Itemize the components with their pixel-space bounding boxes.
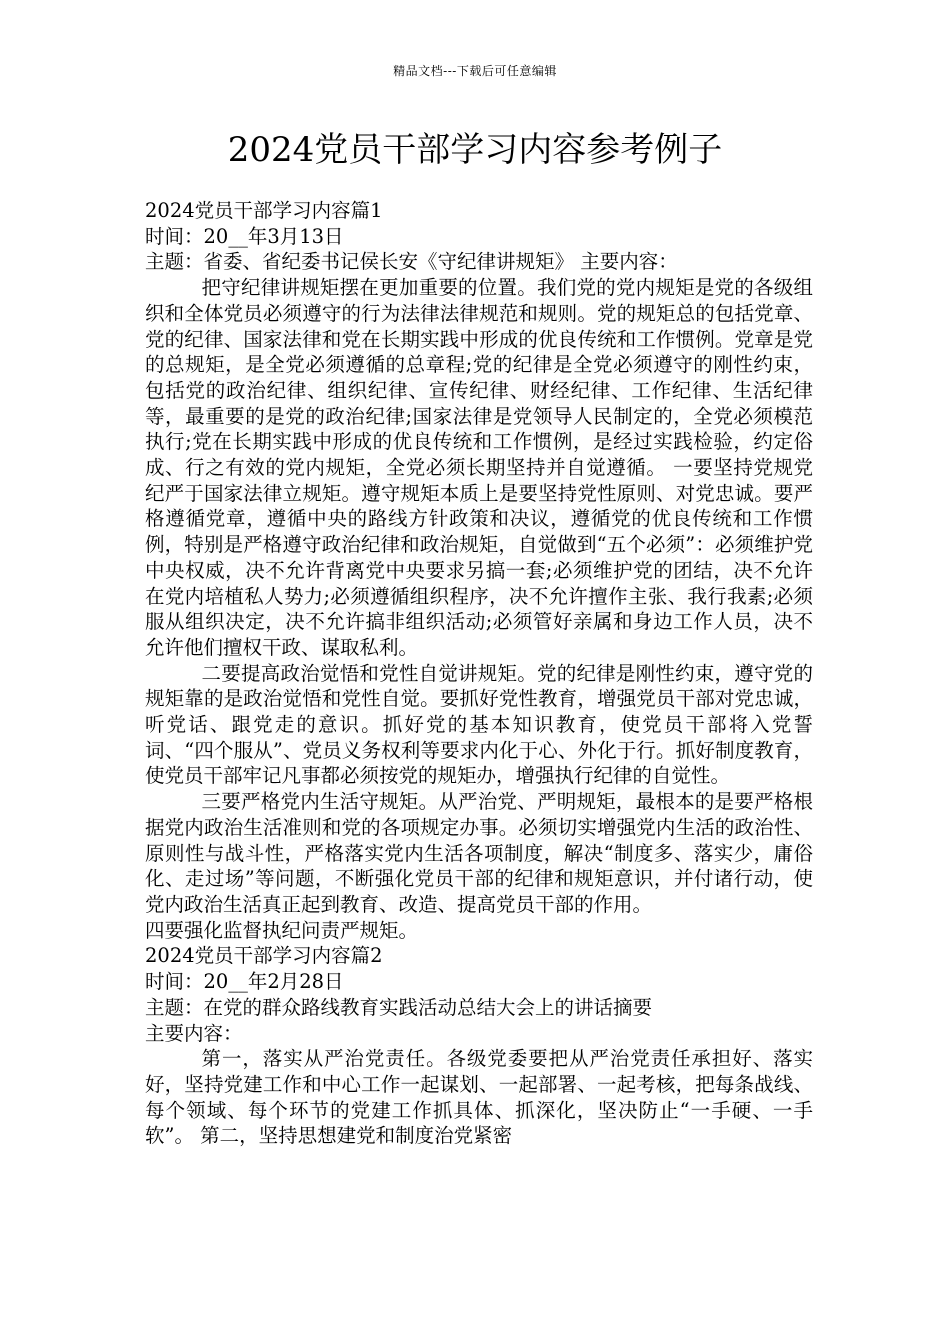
document-title: 2024党员干部学习内容参考例子: [227, 130, 723, 170]
section-1-paragraph: 四要强化监督执纪问责严规矩。: [145, 918, 419, 942]
section-2-topic: 主题：在党的群众路线教育实践活动总结大会上的讲话摘要: [145, 995, 653, 1019]
page-header-note: 精品文档---下载后可任意编辑: [393, 64, 557, 78]
section-1-heading: 2024党员干部学习内容篇1: [145, 199, 383, 222]
section-1-paragraph: 三要严格党内生活守规矩。从严治党、严明规矩，最根本的是要严格根据党内政治生活准则和党的各项规定办事。必须切实增强党内生活的政治性、原则性与战斗性，严格落实党内生活各项制度，解决“制度多、落实少，庸俗化、走过场”等问题，不断强化党员干部的纪律和规矩意识，并付诸行动，使党内政治生活真正起到教育、改造、提高党员干部的作用。: [145, 790, 813, 916]
section-2-content-label: 主要内容：: [145, 1021, 243, 1045]
document-body: [145, 198, 813, 1149]
section-1-date: 时间：20__年3月13日: [145, 224, 344, 248]
section-2-heading: 2024党员干部学习内容篇2: [145, 944, 383, 968]
section-1-paragraph: 二要提高政治觉悟和党性自觉讲规矩。党的纪律是刚性约束，遵守党的规矩靠的是政治觉悟和党性自觉。要抓好党性教育，增强党员干部对党忠诚，听党话、跟党走的意识。抓好党的基本知识教育，使党员干部将入党誓词、“四个服从”、党员义务权利等要求内化于心、外化于行。抓好制度教育，使党员干部牢记凡事都必须按党的规矩办，增强执行纪律的自觉性。: [145, 661, 813, 788]
section-1-topic: 主题：省委、省纪委书记侯长安《守纪律讲规矩》 主要内容：: [145, 250, 678, 274]
section-2-paragraph: 第一，落实从严治党责任。各级党委要把从严治党责任承担好、落实好，坚持党建工作和中心工作一起谋划、一起部署、一起考核，把每条战线、每个领域、每个环节的党建工作抓具体、抓深化，坚决防止“一手硬、一手软”。 第二，坚持思想建党和制度治党紧密: [145, 1047, 813, 1148]
section-2-date: 时间：20__年2月28日: [145, 970, 344, 994]
section-1-paragraph: 把守纪律讲规矩摆在更加重要的位置。我们党的党内规矩是党的各级组织和全体党员必须遵守的行为法律法律规范和规则。党的规矩总的包括党章、党的纪律、国家法律和党在长期实践中形成的优良传统和工作惯例。党章是党的总规矩，是全党必须遵循的总章程;党的纪律是全党必须遵守的刚性约束，包括党的政治纪律、组织纪律、宣传纪律、财经纪律、工作纪律、生活纪律等，最重要的是党的政治纪律;国家法律是党领导人民制定的，全党必须模范执行;党在长期实践中形成的优良传统和工作惯例，是经过实践检验，约定俗成、行之有效的党内规矩，全党必须长期坚持并自觉遵循。 一要坚持党规党纪严于国家法律立规矩。遵守规矩本质上是要坚持党性原则、对党忠诚。要严格遵循党章，遵循中央的路线方针政策和决议，遵循党的优良传统和工作惯例，特别是严格遵守政治纪律和政治规矩，自觉做到“五个必须”：必须维护党中央权威，决不允许背离党中央要求另搞一套;必须维护党的团结，决不允许在党内培植私人势力;必须遵循组织程序，决不允许擅作主张、我行我素;必须服从组织决定，决不允许搞非组织活动;必须管好亲属和身边工作人员，决不允许他们擅权干政、谋取私利。: [145, 276, 813, 659]
